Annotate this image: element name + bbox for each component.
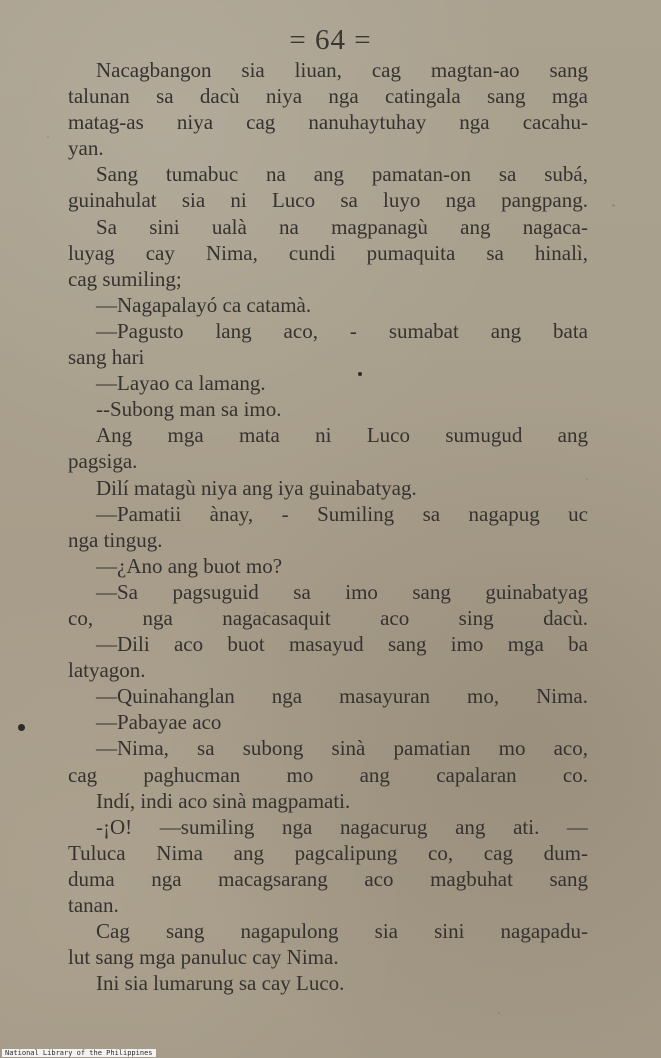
page-body-text <box>68 57 588 996</box>
paper-speck <box>47 136 49 138</box>
text-line: —Nima, sa subong sinà pamatian mo aco, <box>96 736 588 761</box>
text-line: Sang tumabuc na ang pamatan-on sa subá, <box>96 162 588 187</box>
paper-speck <box>498 1012 500 1014</box>
text-line: matag-as niya cag nanuhaytuhay nga cacahu- <box>68 110 588 135</box>
text-line: --Subong man sa imo. <box>96 397 282 422</box>
text-line: Nacagbangon sia liuan, cag magtan-ao sang <box>96 58 588 82</box>
text-line: nga tingug. <box>68 527 163 552</box>
text-line: Tuluca Nima ang pagcalipung co, cag dum- <box>68 840 588 865</box>
paper-speck <box>612 204 615 207</box>
text-line: -¡O! —sumiling nga nagacurug ang ati. — <box>96 814 588 839</box>
text-line: cag sumiling; <box>68 266 182 291</box>
margin-ink-dot <box>18 724 25 731</box>
text-line: Sa sini ualà na magpanagù ang nagaca- <box>96 214 588 239</box>
text-line: —Quinahanglan nga masayuran mo, Nima. <box>96 684 588 709</box>
text-line: talunan sa dacù niya nga catingala sang mga <box>68 84 588 109</box>
text-line: lut sang mga panuluc cay Nima. <box>68 945 339 970</box>
ink-dot <box>358 372 362 376</box>
text-line: Dilí matagù niya ang iya guinabatyag. <box>96 475 417 500</box>
text-line: —Pagusto lang aco, - sumabat ang bata <box>96 318 588 343</box>
text-line: Ang mga mata ni Luco sumugud ang <box>96 423 588 448</box>
text-line: tanan. <box>68 893 119 917</box>
text-line: pagsiga. <box>68 449 138 474</box>
text-line: —Sa pagsuguid sa imo sang guinabatyag <box>96 579 588 604</box>
text-line: guinahulat sia ni Luco sa luyo nga pangpang. <box>68 188 588 213</box>
text-line: Indí, indi aco sinà magpamati. <box>96 788 351 813</box>
text-line: co, nga nagacasaquit aco sing dacù. <box>68 605 588 630</box>
page-number: = 64 = <box>289 24 372 56</box>
text-line: latyagon. <box>68 658 146 683</box>
text-line: sang hari <box>68 345 145 370</box>
footer-credit: National Library of the Philippines <box>2 1049 156 1057</box>
text-line: yan. <box>68 136 104 161</box>
text-line: —Dili aco buot masayud sang imo mga ba <box>96 632 588 657</box>
text-line: Cag sang nagapulong sia sini nagapadu- <box>96 919 588 944</box>
text-line: —Layao ca lamang. <box>96 371 266 396</box>
text-line: —¿Ano ang buot mo? <box>96 553 283 578</box>
text-line: duma nga macagsarang aco magbuhat sang <box>68 866 588 891</box>
text-line: Ini sia lumarung sa cay Luco. <box>96 971 345 996</box>
text-line: —Nagapalayó ca catamà. <box>96 292 312 317</box>
text-line: cag paghucman mo ang capalaran co. <box>68 762 588 787</box>
text-line: —Pamatii ànay, - Sumiling sa nagapug uc <box>96 501 588 526</box>
text-line: —Pabayae aco <box>96 710 222 735</box>
text-line: luyag cay Nima, cundi pumaquita sa hinalì, <box>68 240 588 265</box>
